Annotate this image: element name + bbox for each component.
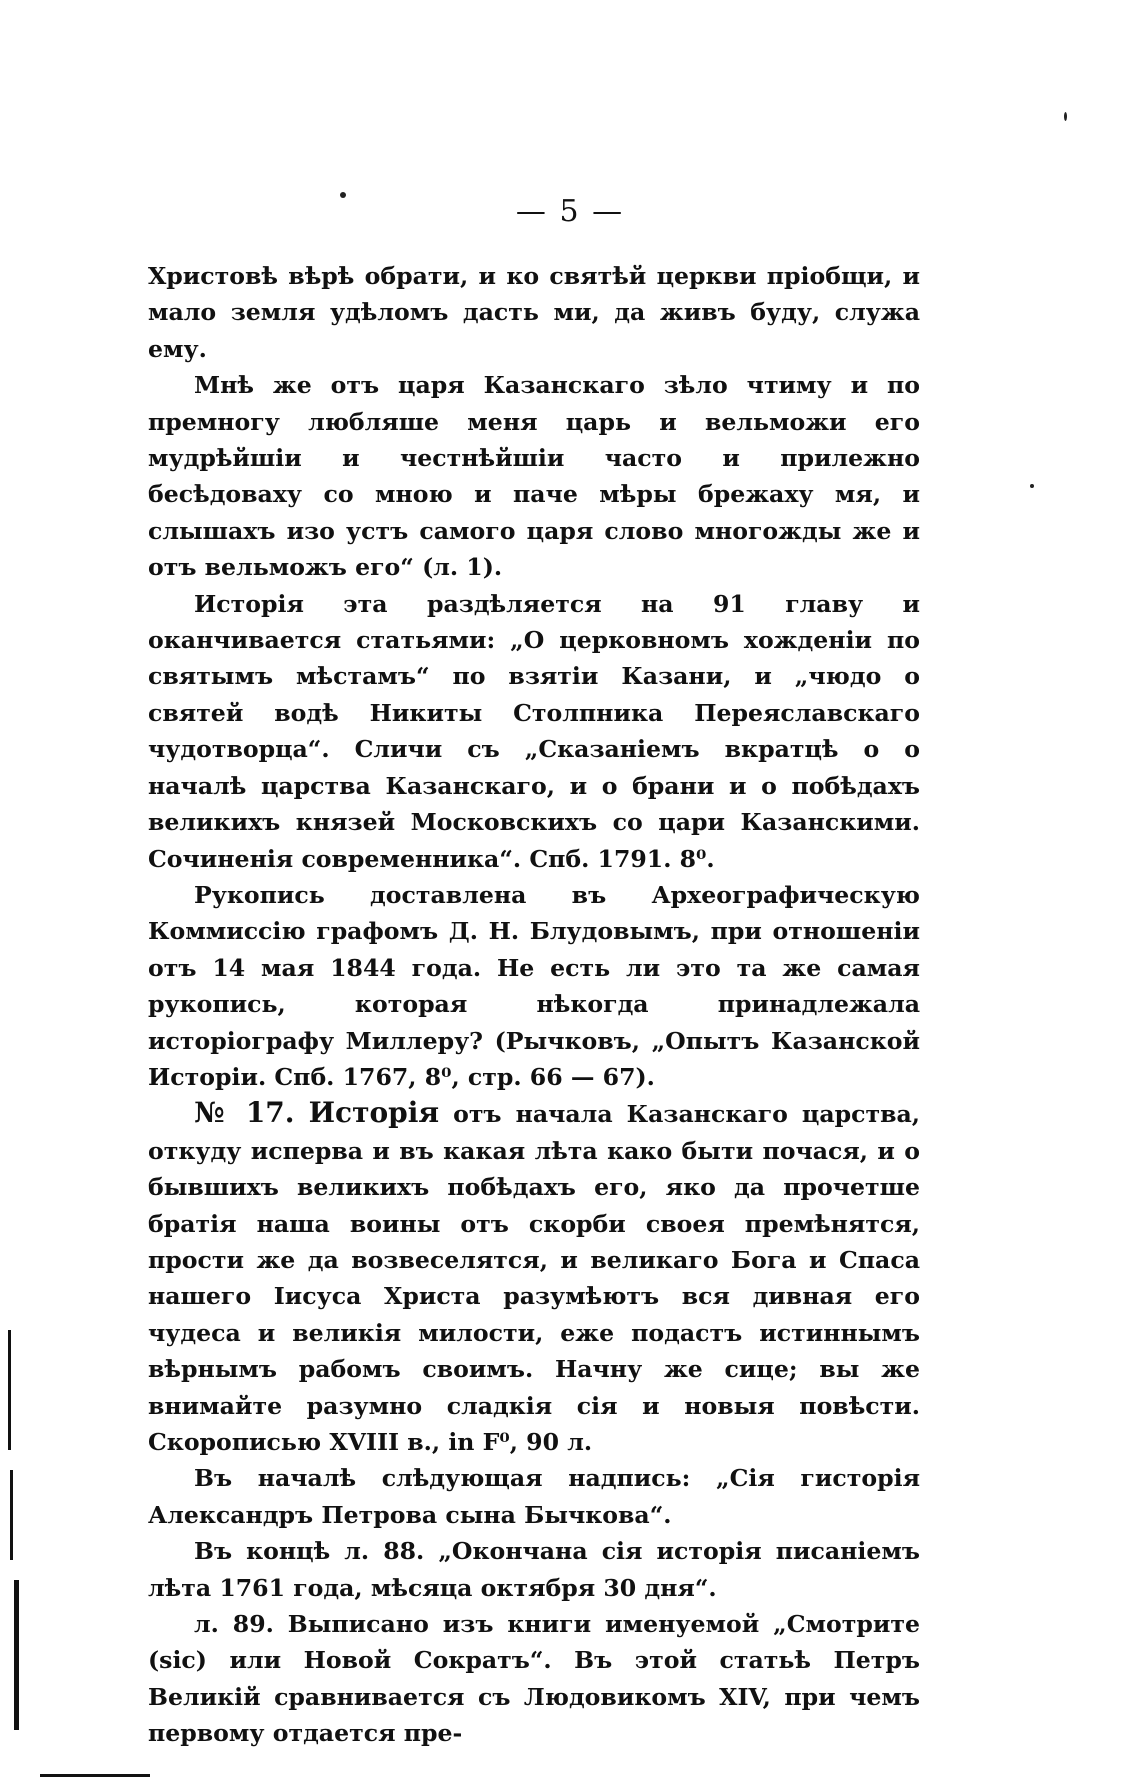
page-number: — 5 — — [515, 194, 625, 229]
scan-speck — [1064, 112, 1067, 121]
scan-edge-mark — [14, 1580, 19, 1730]
entry-heading: Исторія — [308, 1096, 440, 1130]
scan-edge-mark — [8, 1330, 11, 1450]
paragraph: Исторія эта раздѣляется на 91 главу и оканчивается статьями: „О церковномъ хожденіи по святымъ мѣстамъ“ по взятіи Казани, и „чюдо о святей водѣ Никиты Столпника Переяславскаго чудотворца“. Сличи съ „Сказаніемъ вкратцѣ о о началѣ царства Казанскаго, и о брани и о побѣдахъ великихъ князей Московскихъ со цари Казанскими. Сочиненія современника“. Спб. 1791. 8⁰. — [148, 589, 920, 873]
body-text — [148, 258, 920, 1752]
paragraph: Мнѣ же отъ царя Казанскаго зѣло чтиму и по премногу любляше меня царь и вельможи его мудрѣйшіи и честнѣйшіи часто и прилежно бесѣдоваху со мною и паче мѣры брежаху мя, и слышахъ изо устъ самого царя слово многожды же и отъ вельможъ его“ (л. 1). — [148, 371, 920, 582]
entry-title: отъ начала Казанскаго царства, откуду исперва и въ какая лѣта како быти почася, и о бывшихъ великихъ побѣдахъ его, яко да прочетше братія наша воины отъ скорби своея премѣнятся, прости же да возвеселятся, и великаго Бога и Спаса нашего Іисуса Христа разумѣютъ вся дивная его чудеса и великія милости, еже подастъ истиннымъ вѣрнымъ рабомъ своимъ. Начну же сице; вы же внимайте разумно сладкія сія и новыя повѣсти. Скорописью XVIII в., in F⁰, 90 л. — [148, 1100, 921, 1456]
scan-speck — [1030, 484, 1034, 488]
paragraph-continuation: Христовѣ вѣрѣ обрати, и ко святѣй церкви пріобщи, и мало земля удѣломъ дасть ми, да живъ буду, служа ему. — [148, 262, 920, 363]
scan-edge-mark — [10, 1470, 13, 1560]
paragraph: Въ концѣ л. 88. „Окончана сія исторія писаніемъ лѣта 1761 года, мѣсяца октября 30 дня“. — [148, 1537, 920, 1602]
entry-number: № 17. — [194, 1096, 295, 1130]
paragraph: Въ началѣ слѣдующая надпись: „Сія гисторія Александръ Петрова сына Бычкова“. — [148, 1464, 920, 1529]
paragraph: л. 89. Выписано изъ книги именуемой „Смотрите (sic) или Новой Сократъ“. Въ этой статьѣ Петръ Великій сравнивается съ Людовикомъ XIV, при чемъ первому отдается пре- — [148, 1610, 920, 1748]
catalog-entry — [148, 1095, 920, 1460]
scan-edge-mark — [40, 1774, 150, 1777]
scan-speck — [340, 192, 346, 198]
paragraph: Рукопись доставлена въ Археографическую Коммиссію графомъ Д. Н. Блудовымъ, при отношеніи отъ 14 мая 1844 года. Не есть ли это та же самая рукопись, которая нѣкогда принадлежала исторіографу Миллеру? (Рычковъ, „Опытъ Казанской Исторіи. Спб. 1767, 8⁰, стр. 66 — 67). — [148, 880, 920, 1091]
